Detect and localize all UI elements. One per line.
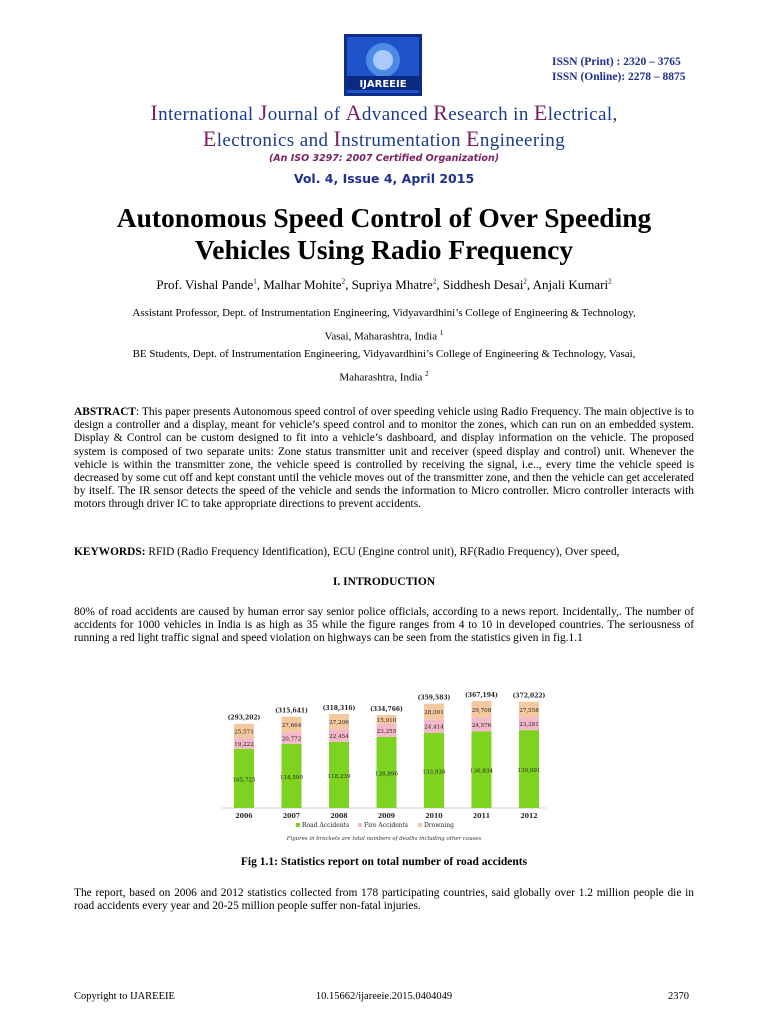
x-tick-label: 2007 — [282, 813, 301, 820]
x-tick-label: 2011 — [472, 813, 491, 820]
legend-label: Drowning — [424, 822, 454, 829]
affiliation-1-line2: Vasai, Maharashtra, India $^1$ — [324, 329, 444, 343]
bar-total-label: (372,022) — [512, 692, 546, 700]
affiliation-2-line1: BE Students, Dept. of Instrumentation Engineering, Vidyavardhini’s College of Engineering & Technology, Vasai, — [132, 348, 636, 360]
bar-value-label: 27,206 — [329, 720, 349, 727]
bar-value-label: 23,255 — [376, 728, 397, 735]
figure-caption: Fig 1.1: Statistics report on total number of road accidents — [240, 856, 528, 868]
bar-total-label: (315,641) — [275, 707, 308, 715]
journal-name-part: dvanced — [361, 104, 434, 125]
author: Siddhesh Desai$^2$ — [442, 277, 527, 292]
bar-total-label: (359,583) — [417, 694, 451, 702]
journal-name-part: A — [345, 100, 362, 125]
bar-value-label: 114,590 — [279, 774, 304, 781]
author-list: Prof. Vishal Pande$^1$, Malhar Mohite$^2$, Supriya Mhatre$^2$, Siddhesh Desai$^2$, Anjali Kumari$^2$ — [156, 277, 612, 292]
bar-value-label: 20,772 — [281, 736, 302, 743]
journal-name-part: R — [433, 100, 449, 125]
bar-value-label: 15,910 — [376, 717, 397, 724]
journal-name-part: esearch in — [448, 104, 534, 125]
x-tick-label: 2010 — [425, 813, 443, 820]
footer-doi: 10.15662/ijareeie.2015.0404049 — [315, 991, 453, 1002]
bar-value-label: 133,938 — [422, 769, 446, 776]
affiliation-2 — [0, 344, 768, 388]
certification: (An ISO 3297: 2007 Certified Organization) — [268, 153, 500, 164]
abstract-text: : This paper presents Autonomous speed control of over speeding vehicle using Radio Frequency. The main objective is to design a controller and a display, meant for vehicle’s speed control and to monitor the zones, which can run on an embedded system. Display & Control can be custom designed to fit into a vehicle’s dashboard, and display information on the vehicle. The proposed system is composed of two separate units: Zone status transmitter unit and receiver (speed display and control) unit. Whenever the vehicle is within the transmitter zone, the vehicle speed is controlled by receiving the signal, i.e.., every time the vehicle speed is decreased by some cut off and kept constant until the vehicle moves out of the transmitter zone, and then the vehicle can get accelerated by itself. The IR sensor detects the speed of the vehicle and sends the information to Micro controller. Micro controller interacts with motors through driver IC to take appropriate directions to prevent accidents. — [74, 406, 694, 511]
legend-swatch — [358, 823, 362, 827]
intro-heading: I. INTRODUCTION — [332, 576, 436, 588]
journal-name-part: ournal of — [267, 104, 346, 125]
volume-issue: Vol. 4, Issue 4, April 2015 — [293, 171, 475, 186]
road-accidents-chart — [218, 662, 550, 850]
x-tick-label: 2009 — [377, 813, 396, 820]
journal-name-line1 — [0, 101, 768, 127]
affiliation-1-line1: Assistant Professor, Dept. of Instrumentation Engineering, Vidyavardhini’s College of Engineering & Technology, — [132, 307, 636, 319]
bar-value-label: 139,091 — [517, 768, 541, 775]
keywords-label: KEYWORDS: — [74, 546, 146, 558]
affiliation-1 — [0, 303, 768, 347]
title-line2: Vehicles Using Radio Frequency — [194, 234, 574, 265]
journal-logo — [344, 34, 422, 96]
legend-swatch — [418, 823, 422, 827]
x-tick-label: 2008 — [330, 813, 348, 820]
bar-value-label: 24,576 — [471, 722, 492, 729]
bar-value-label: 27,664 — [281, 722, 302, 729]
journal-name-part: nstrumentation — [341, 130, 466, 151]
bar-value-label: 105,725 — [232, 777, 256, 784]
journal-name-part: E — [466, 126, 480, 151]
journal-name-part: lectrical, — [547, 104, 618, 125]
journal-name-part: E — [533, 100, 548, 125]
bar-value-label: 22,454 — [329, 733, 349, 740]
author: Supriya Mhatre$^2$ — [351, 277, 437, 292]
legend-label: Fire Accidents — [364, 822, 409, 829]
bar-total-label: (367,194) — [465, 691, 498, 699]
bar-value-label: 136,834 — [469, 768, 494, 775]
keywords-text: RFID (Radio Frequency Identification), ECU (Engine control unit), RF(Radio Frequency), Over speed, — [145, 546, 620, 558]
bar-value-label: 27,558 — [519, 707, 539, 714]
abstract-label: ABSTRACT — [74, 406, 137, 418]
bar-value-label: 28,001 — [424, 709, 444, 716]
journal-name-part: J — [258, 100, 268, 125]
chart-footnote: Figures in brackets are total numbers of deaths including other causes — [286, 836, 482, 842]
bar-value-label: 19,222 — [234, 741, 254, 748]
bar-total-label: (334,766) — [370, 706, 403, 714]
bar-value-label: 126,896 — [374, 771, 399, 778]
intro-paragraph: 80% of road accidents are caused by human error say senior police officials, according to a news report. Incidentally,. The number of accidents for 1000 vehicles in India is as high as 35 while the figure ranges from 4 to 10 in developed countries. The seriousness of running a red light traffic signal and speed violation on highways can be seen from the statistics given in fig.1.1 — [74, 606, 694, 645]
x-tick-label: 2006 — [235, 813, 253, 820]
author: Malhar Mohite$^2$ — [263, 277, 346, 292]
legend-label: Road Accidents — [302, 822, 350, 829]
footer-page-number: 2370 — [668, 991, 689, 1002]
journal-name-part: I — [333, 126, 342, 151]
x-tick-label: 2012 — [520, 813, 538, 820]
issn-print: ISSN (Print) : 2320 – 3765 — [552, 56, 681, 68]
report-paragraph: The report, based on 2006 and 2012 statistics collected from 178 participating countries, said globally over 1.2 million people die in road accidents every year and 20-25 million people suffer non-fatal injuries. — [74, 887, 694, 913]
footer-copyright: Copyright to IJAREEIE — [74, 991, 175, 1002]
bar-total-label: (318,316) — [322, 704, 356, 712]
journal-name-part: lectronics and — [216, 130, 334, 151]
keywords — [74, 546, 694, 559]
journal-name-line2 — [0, 127, 768, 153]
journal-name-part: I — [150, 100, 159, 125]
title-line1: Autonomous Speed Control of Over Speeding — [116, 202, 652, 233]
affiliation-2-line2: Maharashtra, India $^2$ — [339, 370, 429, 384]
issn-online: ISSN (Online): 2278 – 8875 — [552, 71, 686, 83]
journal-name-part: E — [202, 126, 217, 151]
bar-total-label: (293,202) — [227, 714, 261, 722]
journal-name-part: ngineering — [479, 130, 566, 151]
author: Anjali Kumari$^2$ — [532, 277, 612, 292]
bar-value-label: 24,414 — [424, 724, 444, 731]
paper-title — [0, 202, 768, 266]
bar-value-label: 23,281 — [519, 722, 539, 729]
abstract — [74, 406, 694, 512]
bar-value-label: 29,708 — [471, 707, 492, 714]
logo-text: IJAREEIE — [359, 79, 407, 90]
journal-name-part: nternational — [158, 104, 259, 125]
bar-value-label: 25,571 — [234, 729, 254, 736]
legend-swatch — [296, 823, 300, 827]
bar-value-label: 118,239 — [327, 773, 351, 780]
author: Prof. Vishal Pande$^1$ — [156, 277, 257, 292]
journal-name — [0, 101, 768, 153]
